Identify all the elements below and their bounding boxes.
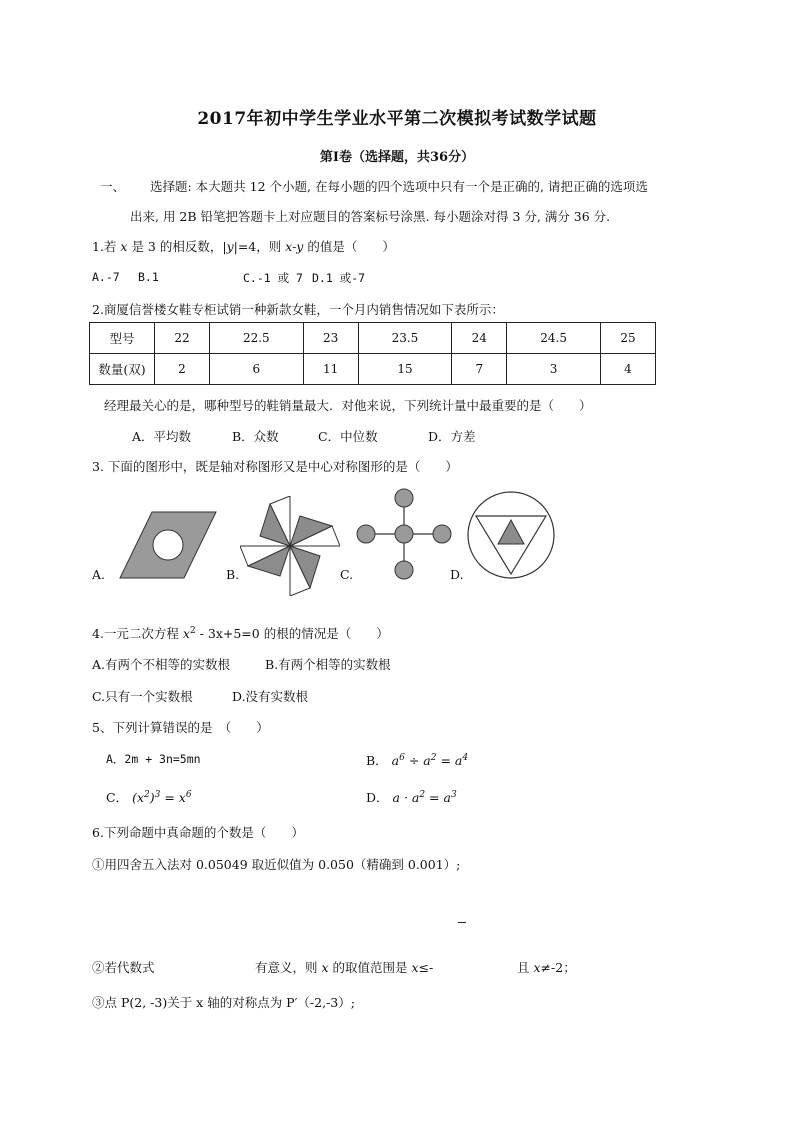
question-6-item-3: ③点 P(2, -3)关于 x 轴的对称点为 P′（-2,-3）; [92, 995, 355, 1010]
table-cell: 7 [452, 354, 507, 385]
figure-c-cross-circles [354, 486, 454, 582]
section-number: 一、 [100, 179, 126, 194]
figure-d-label: D. [450, 567, 464, 582]
formula-d: $a \cdot a^2 = a^3$ [392, 789, 457, 805]
figure-b-pinwheel [240, 496, 340, 596]
question-3-stem: 3. 下面的图形中，既是轴对称图形又是中心对称图形的是（ ） [92, 459, 458, 474]
question-6-item-2-a: ②若代数式 [92, 960, 155, 975]
question-2-option-a: A．平均数 [132, 429, 192, 444]
question-2-followup: 经理最关心的是，哪种型号的鞋销量最大．对他来说，下列统计量中最重要的是（ ） [104, 398, 592, 413]
page-title: 2017年初中学生学业水平第二次模拟考试数学试题 [197, 109, 597, 129]
question-5-option-d: D． $a \cdot a^2 = a^3$ [366, 789, 457, 805]
table-cell: 15 [358, 354, 452, 385]
question-1-option-c: C.-1 或 7 [243, 271, 303, 285]
question-2-option-c: C．中位数 [318, 429, 378, 444]
section-subtitle: 第Ⅰ卷（选择题，共36分） [319, 150, 475, 165]
question-5-option-b: B． $a^6 \div a^2 = a^4$ [366, 752, 469, 768]
table-cell: 2 [155, 354, 210, 385]
table-cell: 23.5 [358, 323, 452, 354]
question-4-option-a: A.有两个不相等的实数根 [92, 657, 231, 672]
table-row [90, 354, 656, 385]
table-cell: 24 [452, 323, 507, 354]
table-cell: 22 [155, 323, 210, 354]
question-1-option-d: D.1 或-7 [312, 271, 366, 285]
table-cell: 4 [600, 354, 655, 385]
table-row-label-size: 型号 [90, 323, 155, 354]
figure-c-label: C. [340, 567, 354, 582]
table-cell: 11 [303, 354, 358, 385]
figure-d-circle-triangles [466, 490, 556, 580]
question-6-item-2-b: 有意义，则 x 的取值范围是 x≤- [255, 960, 434, 975]
question-5-option-a: A．2m + 3n=5mn [106, 752, 201, 766]
section-instructions-line1: 选择题: 本大题共 12 个小题, 在每小题的四个选项中只有一个是正确的, 请把正确的选项选 [150, 179, 648, 194]
question-2-stem: 2.商厦信誉楼女鞋专柜试销一种新款女鞋，一个月内销售情况如下表所示： [92, 302, 504, 317]
table-cell: 24.5 [507, 323, 601, 354]
question-6-item-2-c: 且 x≠-2； [517, 960, 576, 975]
question-4-option-b: B.有两个相等的实数根 [265, 657, 391, 672]
question-6-stem: 6.下列命题中真命题的个数是（ ） [92, 825, 304, 840]
table-cell: 22.5 [210, 323, 304, 354]
table-cell: 3 [507, 354, 601, 385]
question-4-option-c: C.只有一个实数根 [92, 689, 193, 704]
question-1-option-a: A.-7 [92, 270, 120, 284]
question-5-option-c: C． $(x^2)^3 = x^6$ [106, 789, 192, 805]
sales-table [89, 322, 656, 385]
question-1-stem: 1.若 x 是 3 的相反数，|y|=4，则 x-y 的值是（ ） [92, 239, 395, 254]
question-1-option-b: B.1 [138, 270, 159, 284]
table-cell: 6 [210, 354, 304, 385]
figure-a-label: A. [92, 567, 106, 582]
table-row-label-quantity: 数量(双) [90, 354, 155, 385]
question-5-stem: 5、下列计算错误的是 （ ） [92, 720, 269, 735]
figure-a-parallelogram [118, 510, 218, 582]
question-6-item-1: ①用四舍五入法对 0.05049 取近似值为 0.050（精确到 0.001）; [92, 857, 461, 872]
question-4-option-d: D.没有实数根 [232, 689, 309, 704]
fraction-bar [458, 922, 466, 923]
question-2-option-b: B．众数 [232, 429, 279, 444]
figure-b-label: B. [226, 567, 240, 582]
question-4-stem: 4.一元二次方程 $x^2 - 3x+5=0$ 的根的情况是（ ） [92, 625, 389, 641]
table-row [90, 323, 656, 354]
formula-c: $(x^2)^3 = x^6$ [132, 789, 192, 805]
question-2-option-d: D．方差 [428, 429, 476, 444]
section-instructions-line2: 出来, 用 2B 铅笔把答题卡上对应题目的答案标号涂黑. 每小题涂对得 3 分, 满分 36 分. [130, 209, 611, 224]
table-cell: 23 [303, 323, 358, 354]
formula-b: $a^6 \div a^2 = a^4$ [391, 752, 469, 768]
table-cell: 25 [600, 323, 655, 354]
